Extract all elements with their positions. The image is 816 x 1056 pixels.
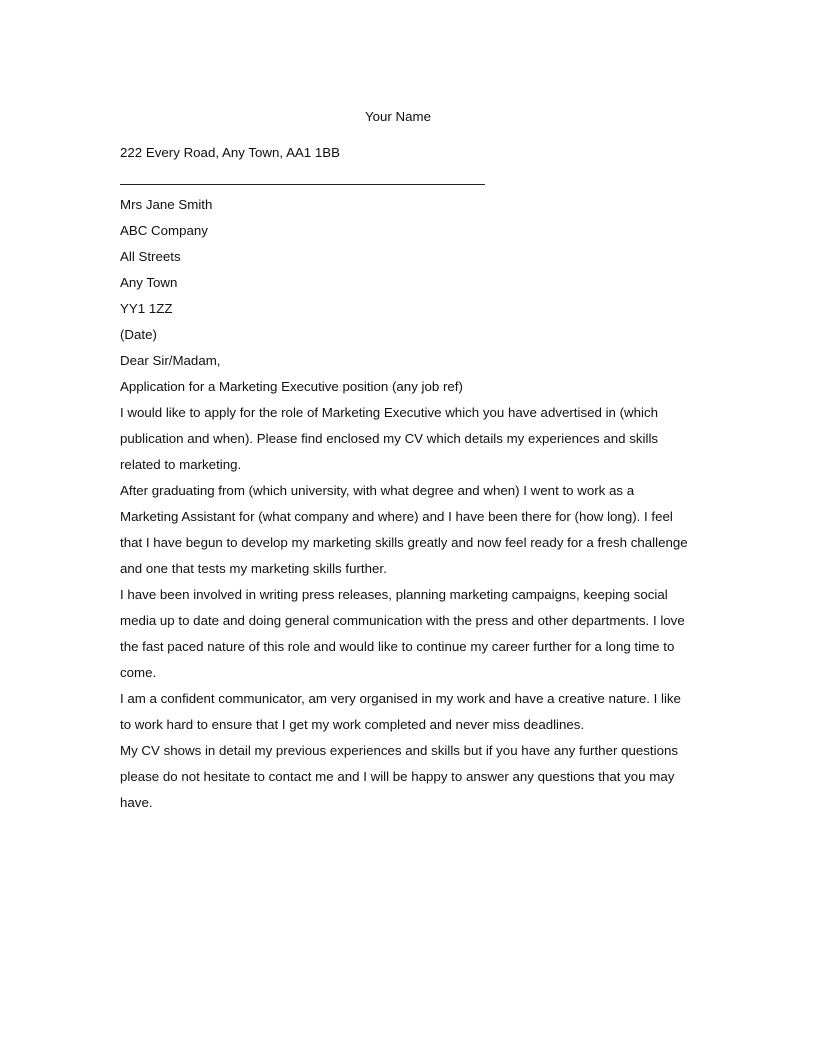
recipient-company: ABC Company	[120, 223, 208, 238]
paragraph-line: Marketing Assistant for (what company and where) and I have been there for (how long). I feel	[120, 509, 673, 524]
paragraph-line: I have been involved in writing press releases, planning marketing campaigns, keeping social	[120, 587, 668, 602]
paragraph-line: that I have begun to develop my marketing skills greatly and now feel ready for a fresh challenge	[120, 535, 688, 550]
paragraph-line: media up to date and doing general communication with the press and other departments. I love	[120, 613, 685, 628]
paragraph-2	[120, 478, 696, 582]
paragraph-line: publication and when). Please find enclosed my CV which details my experiences and skills	[120, 431, 659, 446]
recipient-town: Any Town	[120, 275, 178, 290]
underline-rule	[120, 184, 485, 185]
paragraph-line: I would like to apply for the role of Marketing Executive which you have advertised in (which	[120, 405, 659, 420]
recipient-name: Mrs Jane Smith	[120, 197, 213, 212]
paragraph-line: related to marketing.	[120, 457, 242, 472]
recipient-postcode: YY1 1ZZ	[120, 301, 173, 316]
letter-body	[120, 104, 696, 816]
paragraph-line: please do not hesitate to contact me and I will be happy to answer any questions that you may	[120, 769, 675, 784]
paragraph-3	[120, 582, 696, 686]
paragraph-line: and one that tests my marketing skills further.	[120, 561, 387, 576]
paragraph-line: have.	[120, 795, 153, 810]
recipient-street: All Streets	[120, 249, 181, 264]
paragraph-1	[120, 400, 696, 478]
subject-line: Application for a Marketing Executive position (any job ref)	[120, 379, 463, 394]
paragraph-line: to work hard to ensure that I get my work completed and never miss deadlines.	[120, 717, 585, 732]
paragraph-5	[120, 738, 696, 816]
paragraph-line: I am a confident communicator, am very organised in my work and have a creative nature. I like	[120, 691, 681, 706]
sender-name: Your Name	[364, 109, 432, 124]
paragraph-line: After graduating from (which university, with what degree and when) I went to work as a	[120, 483, 635, 498]
paragraph-line: My CV shows in detail my previous experiences and skills but if you have any further questions	[120, 743, 679, 758]
salutation: Dear Sir/Madam,	[120, 353, 221, 368]
letter-date: (Date)	[120, 327, 157, 342]
paragraph-line: come.	[120, 665, 157, 680]
sender-address: 222 Every Road, Any Town, AA1 1BB	[120, 145, 341, 160]
paragraph-4	[120, 686, 696, 738]
separator-rule	[120, 166, 696, 192]
paragraph-line: the fast paced nature of this role and would like to continue my career further for a long time to	[120, 639, 675, 654]
